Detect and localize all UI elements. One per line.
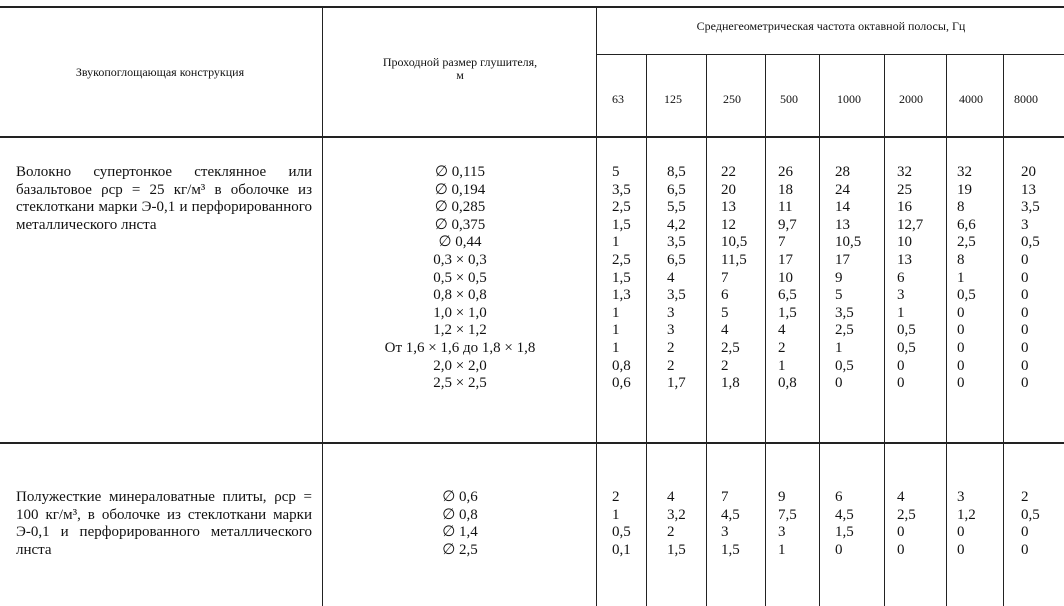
freq-2000: 2000	[899, 92, 923, 106]
top-rule	[0, 6, 1064, 8]
freq-8000: 8000	[1014, 92, 1038, 106]
freq-divider-7	[1003, 54, 1004, 606]
section1-values-4000: 32 19 8 6,6 2,5 8 1 0,5 0 0 0 0 0	[957, 164, 976, 392]
section1-values-63: 5 3,5 2,5 1,5 1 2,5 1,5 1,3 1 1 1 0,8 0,6	[612, 164, 631, 392]
section1-values-250: 22 20 13 12 10,5 11,5 7 6 5 4 2,5 2 1,8	[721, 164, 748, 392]
section2-values-125: 4 3,2 2 1,5	[667, 489, 686, 558]
freq-4000: 4000	[959, 92, 983, 106]
header-frequency: Среднегеометрическая частота октавной полосы, Гц	[696, 19, 966, 33]
section2-values-500: 9 7,5 3 1	[778, 489, 797, 558]
section1-values-1000: 28 24 14 13 10,5 17 9 5 3,5 2,5 1 0,5 0	[835, 164, 862, 392]
header-construction: Звукопоглощающая конструкция	[75, 65, 245, 79]
freq-63: 63	[612, 92, 624, 106]
section1-values-500: 26 18 11 9,7 7 17 10 6,5 1,5 4 2 1 0,8	[778, 164, 797, 392]
section2-values-2000: 4 2,5 0 0	[897, 489, 916, 558]
section1-values-125: 8,5 6,5 5,5 4,2 3,5 6,5 4 3,5 3 3 2 2 1,7	[667, 164, 686, 392]
section1-sizes: ∅ 0,115 ∅ 0,194 ∅ 0,285 ∅ 0,375 ∅ 0,44 0,3 × 0,3 0,5 × 0,5 0,8 × 0,8 1,0 × 1,0 1,2 × 1,2 От 1,6 × 1,6 до 1,8 × 1,8 2,0 × 2,0 2,5 × 2,5	[384, 164, 536, 392]
col-divider-2	[596, 6, 597, 606]
freq-divider-6	[946, 54, 947, 606]
section2-sizes: ∅ 0,6 ∅ 0,8 ∅ 1,4 ∅ 2,5	[442, 489, 478, 558]
section-divider-rule	[0, 442, 1064, 444]
freq-divider-3	[765, 54, 766, 606]
section2-description: Полужесткие минераловатные плиты, ρср = 100 кг/м³, в оболочке из стеклоткани марки Э-0,1 и перфорированного металлического лнста	[16, 489, 312, 558]
freq-divider-2	[706, 54, 707, 606]
freq-divider-4	[819, 54, 820, 606]
section2-values-1000: 6 4,5 1,5 0	[835, 489, 854, 558]
freq-500: 500	[780, 92, 798, 106]
section1-values-2000: 32 25 16 12,7 10 13 6 3 1 0,5 0,5 0 0	[897, 164, 924, 392]
section2-values-63: 2 1 0,5 0,1	[612, 489, 631, 558]
freq-header-rule	[596, 54, 1064, 55]
header-bottom-rule	[0, 136, 1064, 138]
freq-divider-1	[646, 54, 647, 606]
section2-values-8000: 2 0,5 0 0	[1021, 489, 1040, 558]
freq-125: 125	[664, 92, 682, 106]
freq-1000: 1000	[837, 92, 861, 106]
section2-values-4000: 3 1,2 0 0	[957, 489, 976, 558]
freq-250: 250	[723, 92, 741, 106]
section1-values-8000: 20 13 3,5 3 0,5 0 0 0 0 0 0 0 0	[1021, 164, 1040, 392]
section1-description: Волокно супертонкое стеклянное или базальтовое ρср = 25 кг/м³ в оболочке из стеклоткани марки Э-0,1 и перфорированного металлического лнста	[16, 164, 312, 233]
header-passage-size: Проходной размер глушителя, м	[382, 55, 538, 82]
section2-values-250: 7 4,5 3 1,5	[721, 489, 740, 558]
col-divider-1	[322, 6, 323, 606]
freq-divider-5	[884, 54, 885, 606]
